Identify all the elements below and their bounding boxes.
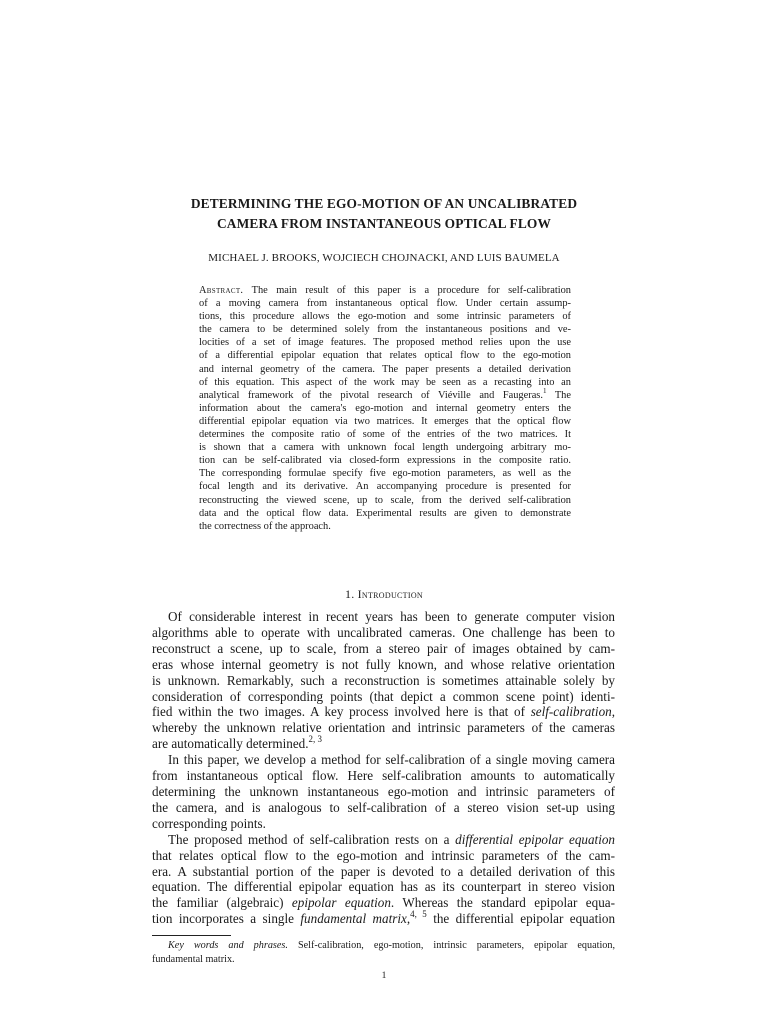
footnote	[152, 939, 615, 967]
body-line: corresponding points.	[152, 815, 266, 831]
body-line: determining the unknown instantaneous ego-motion and intrinsic parameters of	[152, 783, 615, 799]
abstract	[199, 284, 571, 533]
section-heading	[150, 586, 618, 602]
abstract-line: analytical framework of the pivotal research of Viéville and Faugeras.$^1$ The	[199, 386, 571, 401]
footnote-line: fundamental matrix.	[152, 954, 235, 965]
body-line: the camera, and is analogous to self-calibration of a stereo vision set-up using	[152, 799, 615, 815]
abstract-line: locities of a set of image features. The proposed method relies upon the use	[199, 337, 571, 349]
body-line: the familiar (algebraic) epipolar equation. Whereas the standard epipolar equa-	[152, 895, 615, 911]
body-line: is unknown. Remarkably, such a reconstruction is sometimes attainable solely by	[152, 672, 615, 688]
citation-ref: 1	[542, 386, 547, 395]
body-line: Of considerable interest in recent years has been to generate computer vision	[168, 609, 615, 624]
abstract-line: of a differential epipolar equation that relates optical flow to the ego-motion	[199, 350, 571, 362]
body-line: whereby the unknown relative orientation and intrinsic parameters of the cameras	[152, 720, 615, 736]
section-number: 1.	[345, 587, 355, 601]
title-line: DETERMINING THE EGO-MOTION OF AN UNCALIBRATED	[190, 196, 578, 211]
body-line: equation. The differential epipolar equation has as its counterpart in stereo vision	[152, 879, 615, 895]
body-line: that relates optical flow to the ego-motion and intrinsic parameters of the cam-	[152, 847, 615, 863]
body-line: The proposed method of self-calibration rests on a differential epipolar equation	[168, 831, 615, 847]
body-line: from instantaneous optical flow. Here self-calibration amounts to automatically	[152, 768, 615, 784]
body-text	[152, 609, 615, 927]
footnote-label: Key words and phrases.	[168, 940, 288, 951]
title-line: CAMERA FROM INSTANTANEOUS OPTICAL FLOW	[216, 216, 552, 231]
abstract-label: Abstract.	[199, 285, 244, 296]
abstract-line: reconstructing the viewed scene, up to scale, from the derived self-calibration	[199, 494, 571, 506]
abstract-line: The corresponding formulae specify five ego-motion parameters, as well as the	[199, 468, 571, 480]
section-title: Introduction	[357, 587, 423, 601]
body-line: In this paper, we develop a method for self-calibration of a single moving camera	[168, 752, 615, 768]
abstract-line: and internal geometry of the camera. The paper presents a detailed derivation	[199, 363, 571, 375]
abstract-line: determines the composite ratio of some of the entries of the two matrices. It	[199, 429, 571, 441]
body-line: tion incorporates a single fundamental matrix,$^{4, 5}$ the differential epipolar equation	[152, 908, 616, 927]
abstract-line: the correctness of the approach.	[199, 520, 331, 532]
emphasized-term: fundamental matrix	[300, 911, 407, 927]
body-line: era. A substantial portion of the paper is devoted to a detailed derivation of this	[152, 863, 615, 879]
footnote-rule	[152, 935, 231, 936]
citation-ref: 4, 5	[410, 908, 427, 919]
emphasized-term: epipolar equation	[291, 895, 391, 911]
body-line: fied within the two images. A key process involved here is that of self-calibration,	[152, 704, 616, 720]
abstract-line: differential epipolar equation via two matrices. It emerges that the optical flow	[199, 415, 571, 427]
abstract-line: focal length and its derivative. An accompanying procedure is presented for	[199, 481, 571, 493]
body-line: consideration of corresponding points (that depict a common scene point) identi-	[152, 688, 615, 704]
body-line: reconstruct a scene, up to scale, from a stereo pair of images obtained by cam-	[152, 640, 615, 656]
abstract-line: data and the optical flow data. Experimental results are given to demonstrate	[199, 507, 571, 519]
abstract-line: tions, this procedure allows the ego-motion and some intrinsic parameters of	[199, 311, 571, 323]
abstract-line: the camera to be determined solely from the instantaneous positions and ve-	[199, 324, 571, 336]
footnote-line: Key words and phrases. Self-calibration, ego-motion, intrinsic parameters, epipolar equation,	[168, 940, 616, 951]
citation-ref: 2, 3	[308, 733, 322, 744]
paper-title	[150, 194, 618, 234]
emphasized-term: differential epipolar equation	[455, 831, 615, 847]
abstract-line: is shown that a camera with unknown focal length undergoing arbitrary mo-	[199, 442, 571, 454]
abstract-line: of a moving camera from instantaneous optical flow. Under certain assump-	[199, 298, 571, 310]
page-number: 1	[381, 971, 387, 981]
emphasized-term: self-calibration	[530, 704, 612, 720]
abstract-line: tion can be self-calibrated via closed-form expressions in the composite ratio.	[199, 455, 571, 467]
body-line: algorithms able to operate with uncalibrated cameras. One challenge has been to	[152, 624, 615, 640]
abstract-line: of this equation. This aspect of the work may be seen as a recasting into an	[199, 376, 571, 388]
author-list: MICHAEL J. BROOKS, WOJCIECH CHOJNACKI, AND LUIS BAUMELA	[208, 252, 560, 264]
body-line: eras whose internal geometry is not fully known, and whose relative orientation	[152, 656, 615, 672]
body-line: are automatically determined.$^{2, 3}$	[152, 733, 322, 752]
abstract-line: information about the camera's ego-motion and internal geometry enters the	[199, 402, 571, 414]
abstract-line: Abstract. The main result of this paper is a procedure for self-calibration	[199, 285, 571, 296]
